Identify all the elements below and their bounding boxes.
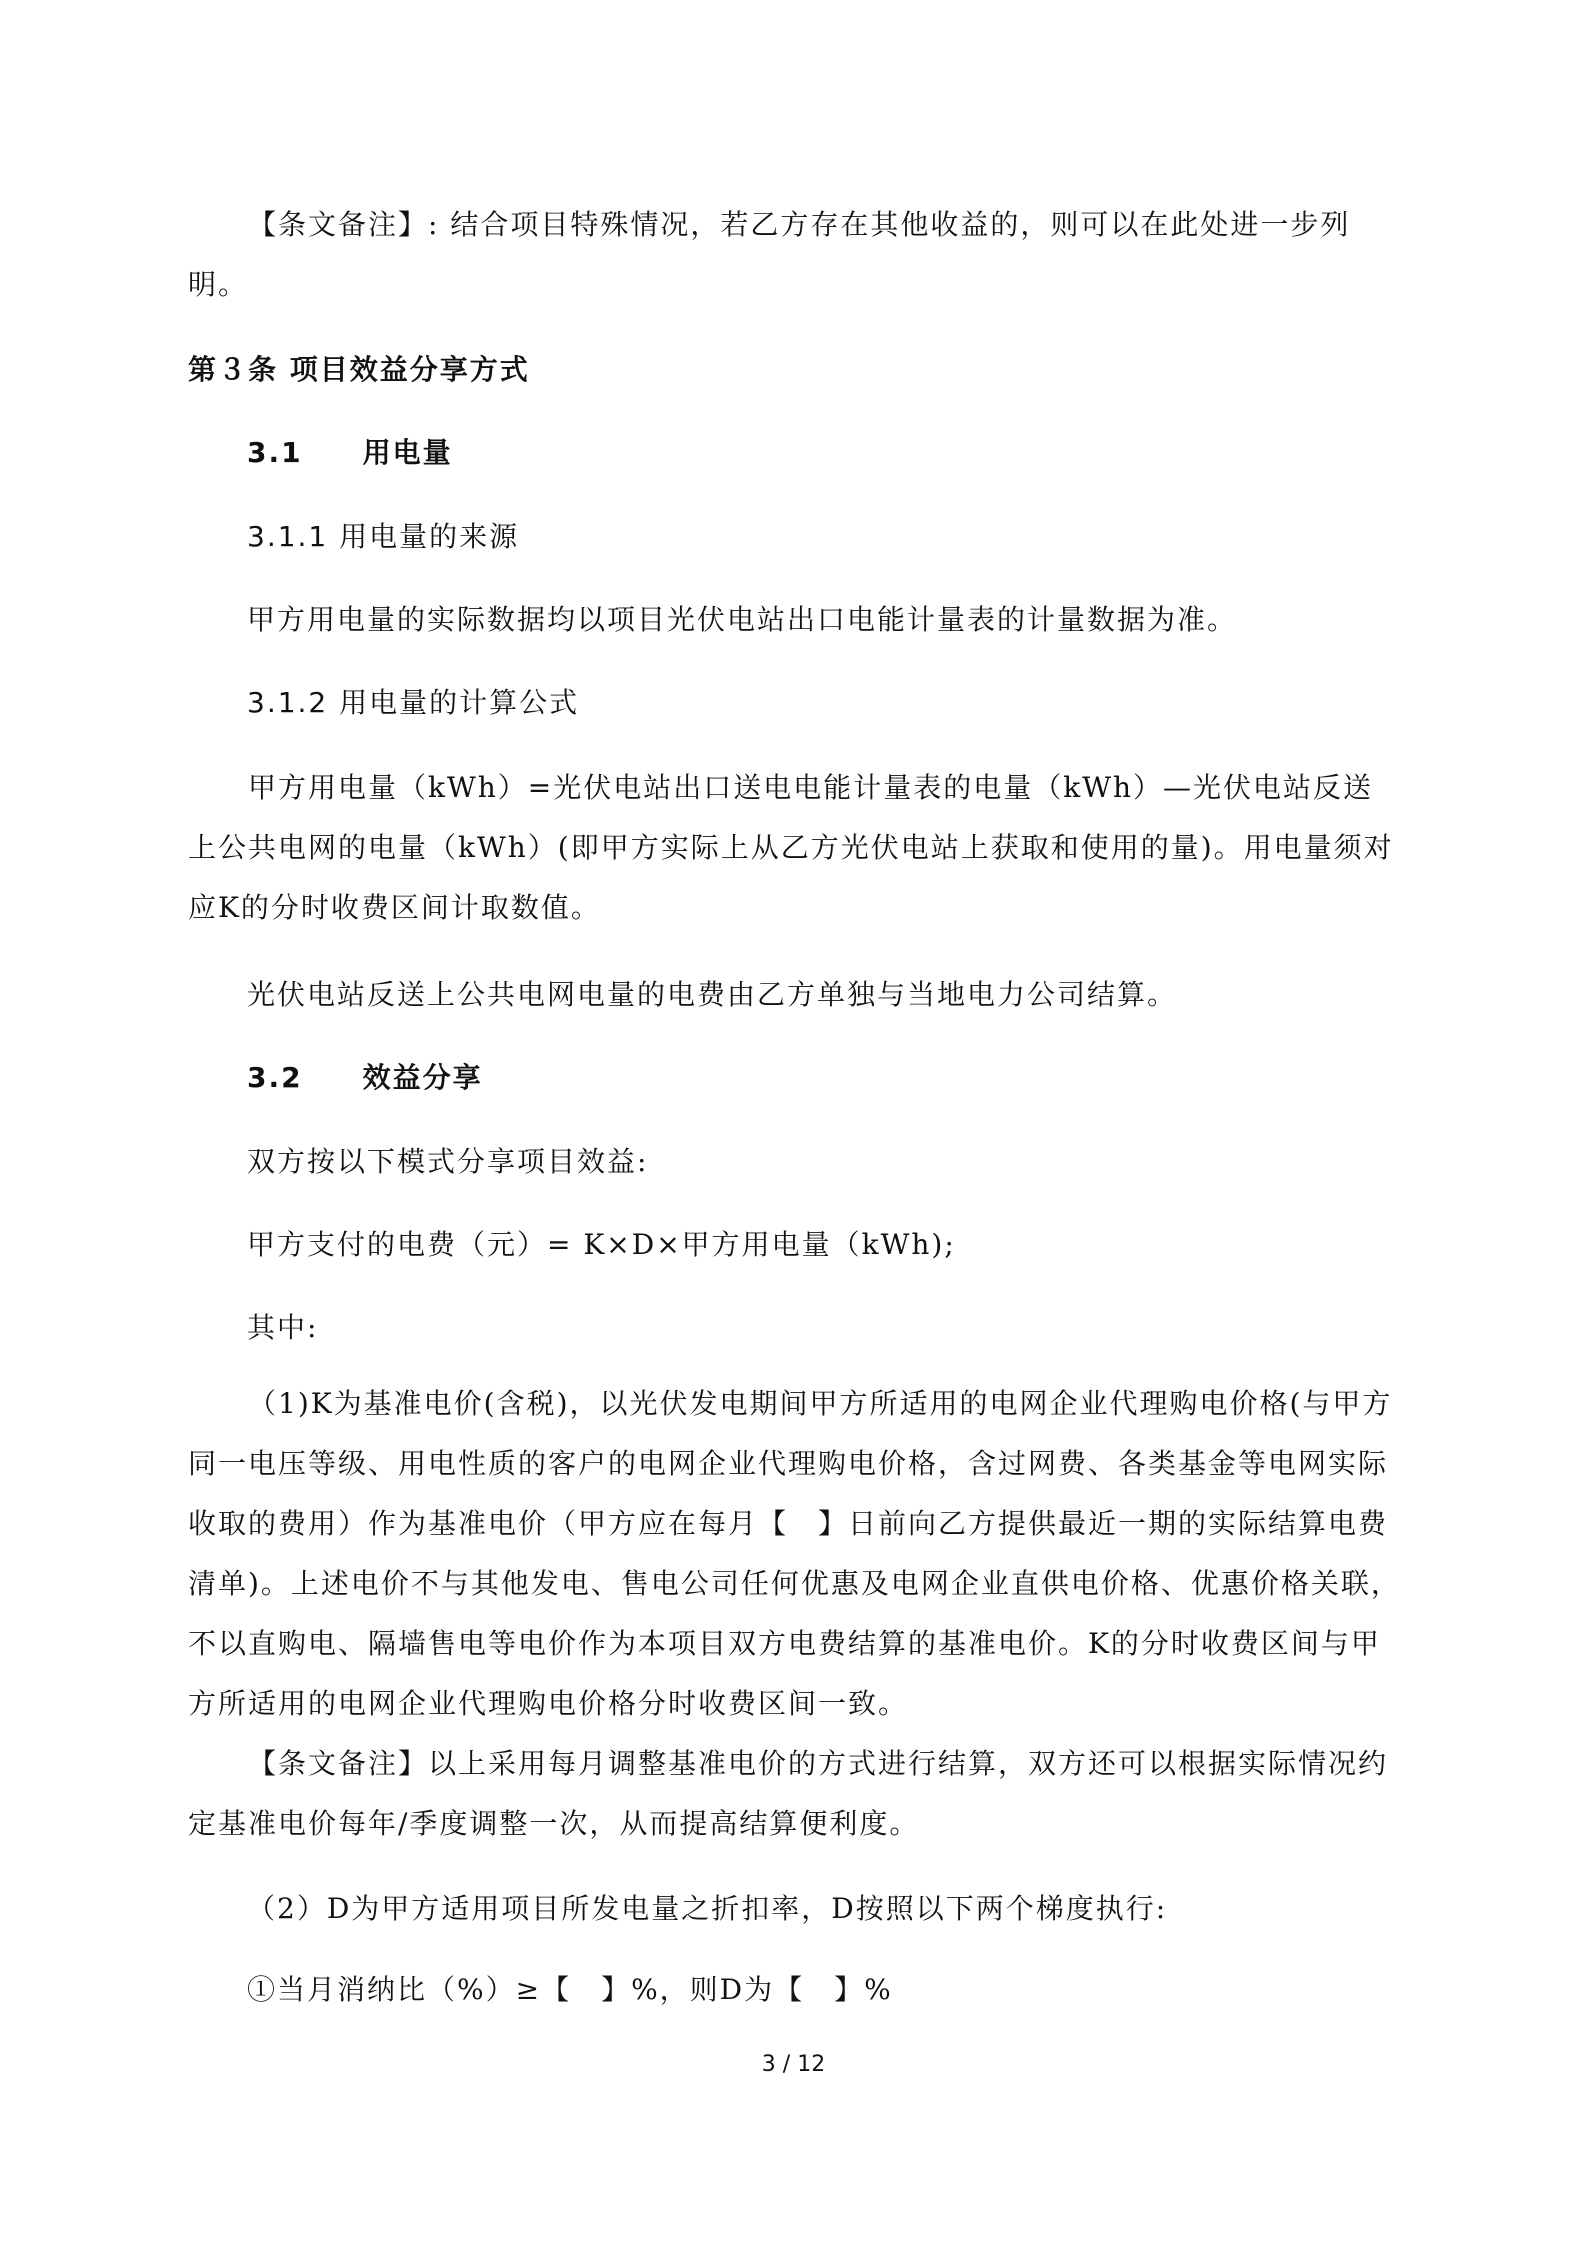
section-3-2-intro: 双方按以下模式分享项目效益: (247, 1145, 649, 1178)
section-3-1-1-title: 3.1.1 用电量的来源 (247, 520, 520, 553)
section-3-1-title: 3.1 用电量 (247, 436, 453, 469)
where-label: 其中: (247, 1311, 319, 1344)
page-number: 3 / 12 (761, 2052, 826, 2077)
fee-formula: 甲方支付的电费（元）= K×D×甲方用电量（kWh); (247, 1228, 956, 1261)
clause-note-1: 【条文备注】: 结合项目特殊情况，若乙方存在其他收益的，则可以在此处进一步列明。 (188, 208, 1351, 301)
d-definition: （2）D为甲方适用项目所发电量之折扣率，D按照以下两个梯度执行: (247, 1892, 1168, 1925)
section-3-1-2-title: 3.1.2 用电量的计算公式 (247, 686, 580, 719)
section-3-1-2-text-2: 光伏电站反送上公共电网电量的电费由乙方单独与当地电力公司结算。 (247, 978, 1178, 1011)
tier-1-condition: ①当月消纳比（%）≥【 】%，则D为【 】% (247, 1973, 893, 2006)
clause-note-2: 【条文备注】以上采用每月调整基准电价的方式进行结算，双方还可以根据实际情况约定基准电价每年/季度调整一次，从而提高结算便利度。 (188, 1747, 1389, 1840)
section-3-1-2-text: 甲方用电量（kWh）=光伏电站出口送电电能计量表的电量（kWh）—光伏电站反送上公共电网的电量（kWh）(即甲方实际上从乙方光伏电站上获取和使用的量)。用电量须对应K的分时收费区间计取数值。 (188, 771, 1394, 924)
k-definition: （1)K为基准电价(含税)，以光伏发电期间甲方所适用的电网企业代理购电价格(与甲方同一电压等级、用电性质的客户的电网企业代理购电价格，含过网费、各类基金等电网实际收取的费用）作为基准电价（甲方应在每月【 】日前向乙方提供最近一期的实际结算电费清单)。上述电价不与其他发电、售电公司任何优惠及电网企业直供电价格、优惠价格关联，不以直购电、隔墙售电等电价作为本项目双方电费结算的基准电价。K的分时收费区间与甲方所适用的电网企业代理购电价格分时收费区间一致。 (188, 1387, 1401, 1720)
section-3-1-1-text: 甲方用电量的实际数据均以项目光伏电站出口电能计量表的计量数据为准。 (247, 603, 1238, 636)
article-3-title: 第３条 项目效益分享方式 (188, 353, 530, 386)
section-3-2-title: 3.2 效益分享 (247, 1061, 483, 1094)
